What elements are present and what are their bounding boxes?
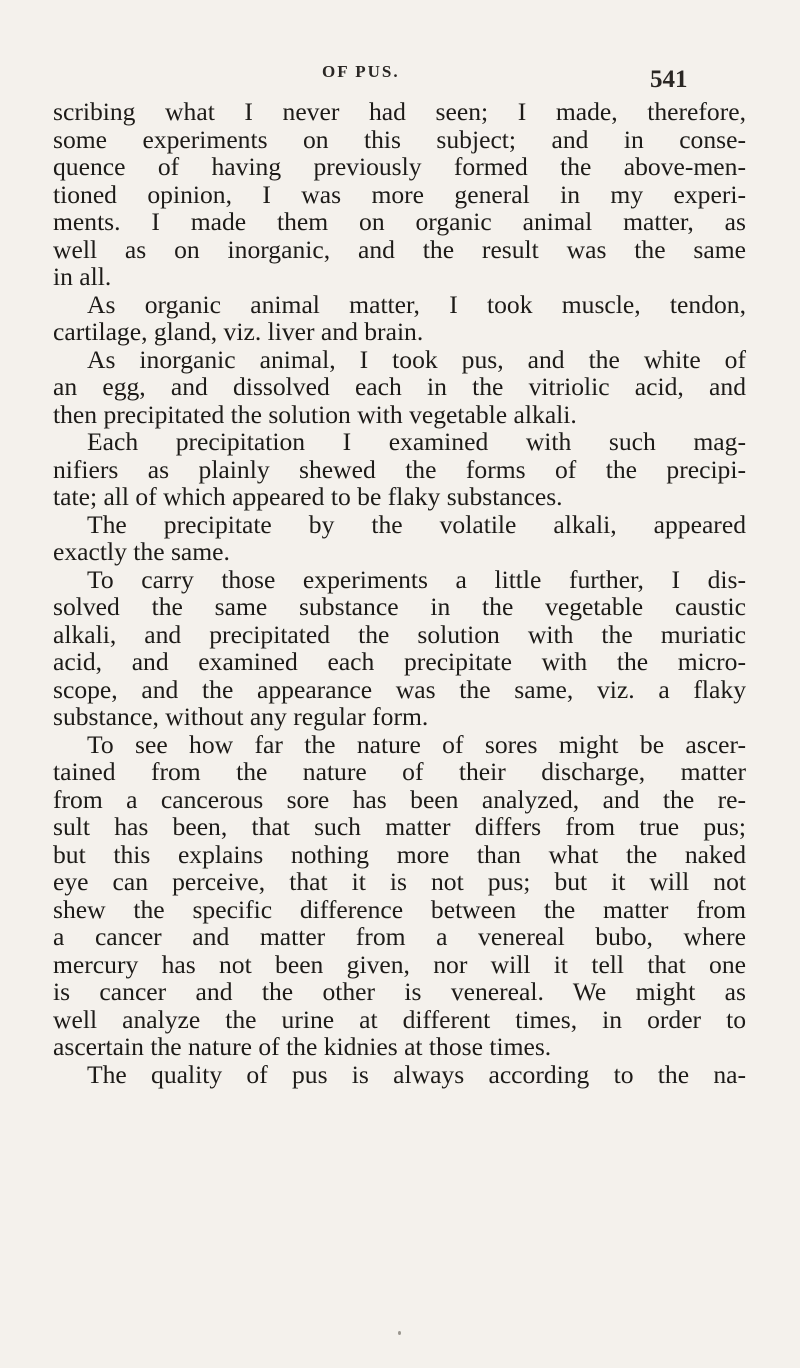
text-line: sult has been, that such matter differs from true pus; xyxy=(53,812,746,841)
body-text xyxy=(53,98,746,1088)
text-line: scribing what I never had seen; I made, therefore, xyxy=(53,97,746,126)
text-line: eye can perceive, that it is not pus; but it will not xyxy=(53,867,746,896)
page-number: 541 xyxy=(650,66,688,93)
paper-speck xyxy=(398,1331,401,1335)
text-line: some experiments on this subject; and in conse- xyxy=(53,124,746,154)
text-line: acid, and examined each precipitate with the micro- xyxy=(53,647,746,676)
text-line: ments. I made them on organic animal matter, as xyxy=(53,207,746,236)
text-line: The quality of pus is always according to the na- xyxy=(87,1059,746,1089)
text-line: well analyze the urine at different times, in order to xyxy=(53,1004,746,1034)
text-line: substance, without any regular form. xyxy=(53,702,429,731)
text-line: a cancer and matter from a venereal bubo, where xyxy=(53,922,746,951)
text-line: To carry those experiments a little further, I dis- xyxy=(87,564,746,594)
text-line: As organic animal matter, I took muscle, tendon, xyxy=(87,289,746,319)
text-line: from a cancerous sore has been analyzed, and the re- xyxy=(53,784,746,814)
text-line: To see how far the nature of sores might be ascer- xyxy=(87,729,746,759)
text-line: tained from the nature of their discharge, matter xyxy=(53,757,746,786)
text-line: then precipitated the solution with vegetable alkali. xyxy=(53,399,577,429)
running-head xyxy=(0,52,800,92)
text-line: an egg, and dissolved each in the vitriolic acid, and xyxy=(53,372,746,401)
text-line: solved the same substance in the vegetable caustic xyxy=(53,592,746,621)
text-line: tate; all of which appeared to be flaky substances. xyxy=(53,482,563,511)
text-line: As inorganic animal, I took pus, and the white of xyxy=(87,344,746,374)
text-line: in all. xyxy=(53,262,112,291)
text-line: is cancer and the other is venereal. We might as xyxy=(53,977,746,1006)
text-line: mercury has not been given, nor will it tell that one xyxy=(53,949,746,979)
text-line: The precipitate by the volatile alkali, appeared xyxy=(87,509,746,539)
text-line: well as on inorganic, and the result was the same xyxy=(53,234,746,264)
text-line: Each precipitation I examined with such mag- xyxy=(87,427,746,456)
running-title: OF PUS. xyxy=(322,62,400,81)
text-line: nifiers as plainly shewed the forms of the precipi- xyxy=(53,454,746,484)
text-line: shew the specific difference between the matter from xyxy=(53,894,746,924)
text-line: alkali, and precipitated the solution with the muriatic xyxy=(53,619,746,649)
text-line: quence of having previously formed the above-men- xyxy=(53,152,746,181)
text-line: exactly the same. xyxy=(53,537,230,566)
text-line: tioned opinion, I was more general in my experi- xyxy=(53,179,746,209)
text-line: cartilage, gland, viz. liver and brain. xyxy=(53,317,424,346)
text-line: but this explains nothing more than what the naked xyxy=(53,839,746,869)
text-line: scope, and the appearance was the same, viz. a flaky xyxy=(53,674,746,704)
text-line: ascertain the nature of the kidnies at those times. xyxy=(53,1032,552,1061)
